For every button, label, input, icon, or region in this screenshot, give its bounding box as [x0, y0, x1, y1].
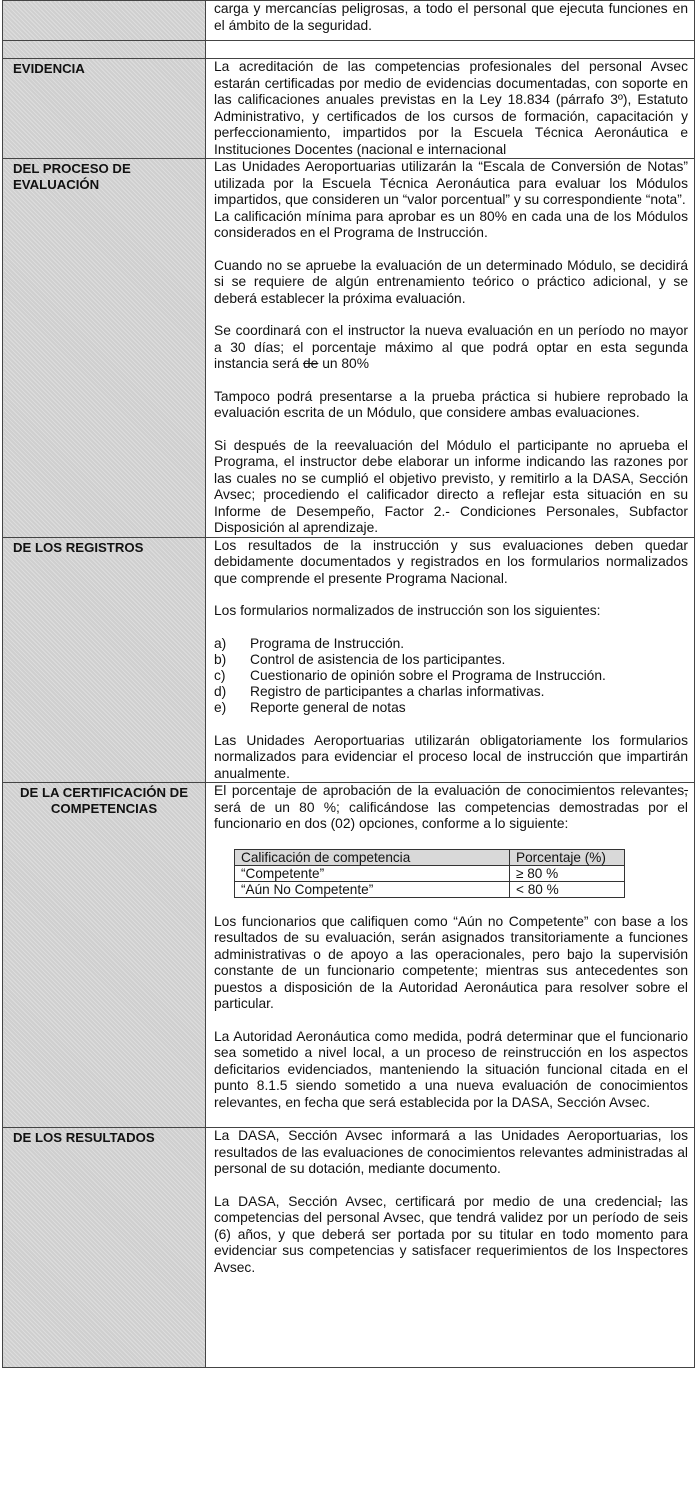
row-label-certificacion: DE LA CERTIFICACIÓN DE COMPETENCIAS [19, 785, 189, 816]
table-cell: ≥ 80 % [510, 865, 625, 881]
header-cell: Porcentaje (%) [510, 849, 625, 865]
list-item: d) Registro de participantes a charlas informativas. [214, 684, 545, 700]
row-content-cell [206, 1128, 695, 1368]
struck-text: , [684, 783, 688, 799]
row-content-cell [206, 41, 695, 59]
table-cell: < 80 % [510, 881, 625, 897]
list-item: e) Reporte general de notas [214, 700, 406, 716]
competency-table [234, 849, 625, 898]
table-row [3, 59, 695, 159]
paragraph: La acreditación de las competencias profesionales del personal Avsec estarán certificadas por medio de evidencias documentadas, con soporte en las calificaciones anuales previstas en la Ley 18.834 (párrafo 3º), Estatuto Administrativo, y certificados de los cursos de formación, capacitación y perfeccionamiento, impartidos por la Escuela Técnica Aeronáutica e Instituciones Docentes (nacional e internacional [214, 59, 688, 157]
row-content-cell [206, 1, 695, 41]
struck-text: , [657, 1193, 662, 1209]
paragraph: Los funcionarios que califiquen como “Aún no Competente” con base a los resultados de su evaluación, serán asignados transitoriamente a funciones administrativas o de apoyo a las operacionales, pero bajo la supervisión constante de un funcionario competente; mientras sus antecedentes son puestos a disposición de la Autoridad Aeronáutica para resolver sobre el particular. [214, 913, 688, 1012]
program-table [2, 0, 695, 1368]
row-label-registros: DE LOS REGISTROS [13, 539, 144, 555]
table-cell: “Competente” [235, 865, 510, 881]
paragraph: carga y mercancías peligrosas, a todo el personal que ejecuta funciones en el ámbito de la seguridad. [214, 1, 688, 33]
competency-table-row [235, 881, 625, 897]
list-item: b) Control de asistencia de los participantes. [214, 651, 506, 667]
paragraph: Las Unidades Aeroportuarias utilizarán la “Escala de Conversión de Notas” utilizada por la Escuela Técnica Aeronáutica para evaluar los Módulos impartidos, que consideren un “valor porcentual” y su correspondiente “nota”. [214, 159, 688, 207]
competency-table-header [235, 849, 625, 865]
table-row [3, 159, 695, 538]
row-label-evidencia: EVIDENCIA [13, 61, 85, 76]
paragraph: La Autoridad Aeronáutica como medida, podrá determinar que el funcionario sea sometido a nivel local, a un proceso de reinstrucción en los aspectos deficitarios evidenciados, manteniendo la situación funcional citada en el punto 8.1.5 siendo sometido a una nueva evaluación de conocimientos relevantes, en fecha que será establecida por la DASA, Sección Avsec. [214, 1028, 688, 1110]
row-label-cell [3, 1128, 206, 1368]
table-row [3, 537, 695, 783]
paragraph: Las Unidades Aeroportuarias utilizarán obligatoriamente los formularios normalizados para evidenciar el proceso local de instrucción que impartirán anualmente. [214, 732, 688, 781]
forms-list [214, 636, 688, 717]
table-row-spacer [3, 41, 695, 59]
row-content-cell [206, 537, 695, 783]
list-item: c) Cuestionario de opinión sobre el Programa de Instrucción. [214, 667, 606, 683]
row-label-cell [3, 59, 206, 159]
row-label-cell [3, 41, 206, 59]
row-label-cell [3, 1, 206, 41]
competency-table-row [235, 865, 625, 881]
row-content-cell [206, 159, 695, 538]
paragraph: La DASA, Sección Avsec informará a las Unidades Aeroportuarias, los resultados de las evaluaciones de conocimientos relevantes administradas al personal de su dotación, mediante documento. [214, 1128, 688, 1177]
row-label-proceso-evaluacion: DEL PROCESO DE EVALUACIÓN [13, 161, 131, 192]
paragraph: Los formularios normalizados de instrucción son los siguientes: [214, 603, 601, 618]
table-row [3, 783, 695, 1128]
row-content-cell [206, 59, 695, 159]
paragraph: El porcentaje de aprobación de la evaluación de conocimientos relevantes, será de un 80 %; calificándose las competencias demostradas por el funcionario en dos (02) opciones, conforme a lo siguiente: [214, 783, 688, 832]
header-cell: Calificación de competencia [235, 849, 510, 865]
row-label-cell [3, 537, 206, 783]
row-label-cell [3, 159, 206, 538]
struck-text: de [302, 356, 319, 371]
row-label [3, 1, 205, 3]
table-cell: “Aún No Competente” [235, 881, 510, 897]
paragraph: Los resultados de la instrucción y sus evaluaciones deben quedar debidamente documentados y registrados en los formularios normalizados que comprende el presente Programa Nacional. [214, 537, 688, 586]
paragraph: La DASA, Sección Avsec, certificará por medio de una credencial, las competencias del personal Avsec, que tendrá validez por un período de seis (6) años, y que deberá ser portada por su titular en todo momento para evidenciar sus competencias y satisfacer requerimientos de los Inspectores Avsec. [214, 1193, 688, 1275]
row-content-cell [206, 783, 695, 1128]
list-item: a) Programa de Instrucción. [214, 635, 405, 651]
paragraph: Se coordinará con el instructor la nueva evaluación en un período no mayor a 30 días; el porcentaje máximo al que podrá optar en esta segunda instancia será de un 80% [214, 323, 688, 371]
paragraph: Si después de la reevaluación del Módulo el participante no aprueba el Programa, el instructor debe elaborar un informe indicando las razones por las cuales no se cumplió el objetivo previsto, y remitirlo a la DASA, Sección Avsec; procediendo el calificador directo a reflejar esta situación en su Informe de Desempeño, Factor 2.- Condiciones Personales, Subfactor Disposición al aprendizaje. [214, 437, 688, 535]
table-row [3, 1, 695, 41]
paragraph: Cuando no se apruebe la evaluación de un determinado Módulo, se decidirá si se requiere de algún entrenamiento teórico o práctico adicional, y se deberá establecer la próxima evaluación. [214, 257, 688, 306]
row-label-cell [3, 783, 206, 1128]
table-row [3, 1128, 695, 1368]
paragraph: Tampoco podrá presentarse a la prueba práctica si hubiere reprobado la evaluación escrita de un Módulo, que considere ambas evaluaciones. [214, 388, 688, 420]
row-label-resultados: DE LOS RESULTADOS [13, 1130, 155, 1146]
paragraph: La calificación mínima para aprobar es un 80% en cada una de los Módulos considerados en el Programa de Instrucción. [214, 208, 688, 240]
